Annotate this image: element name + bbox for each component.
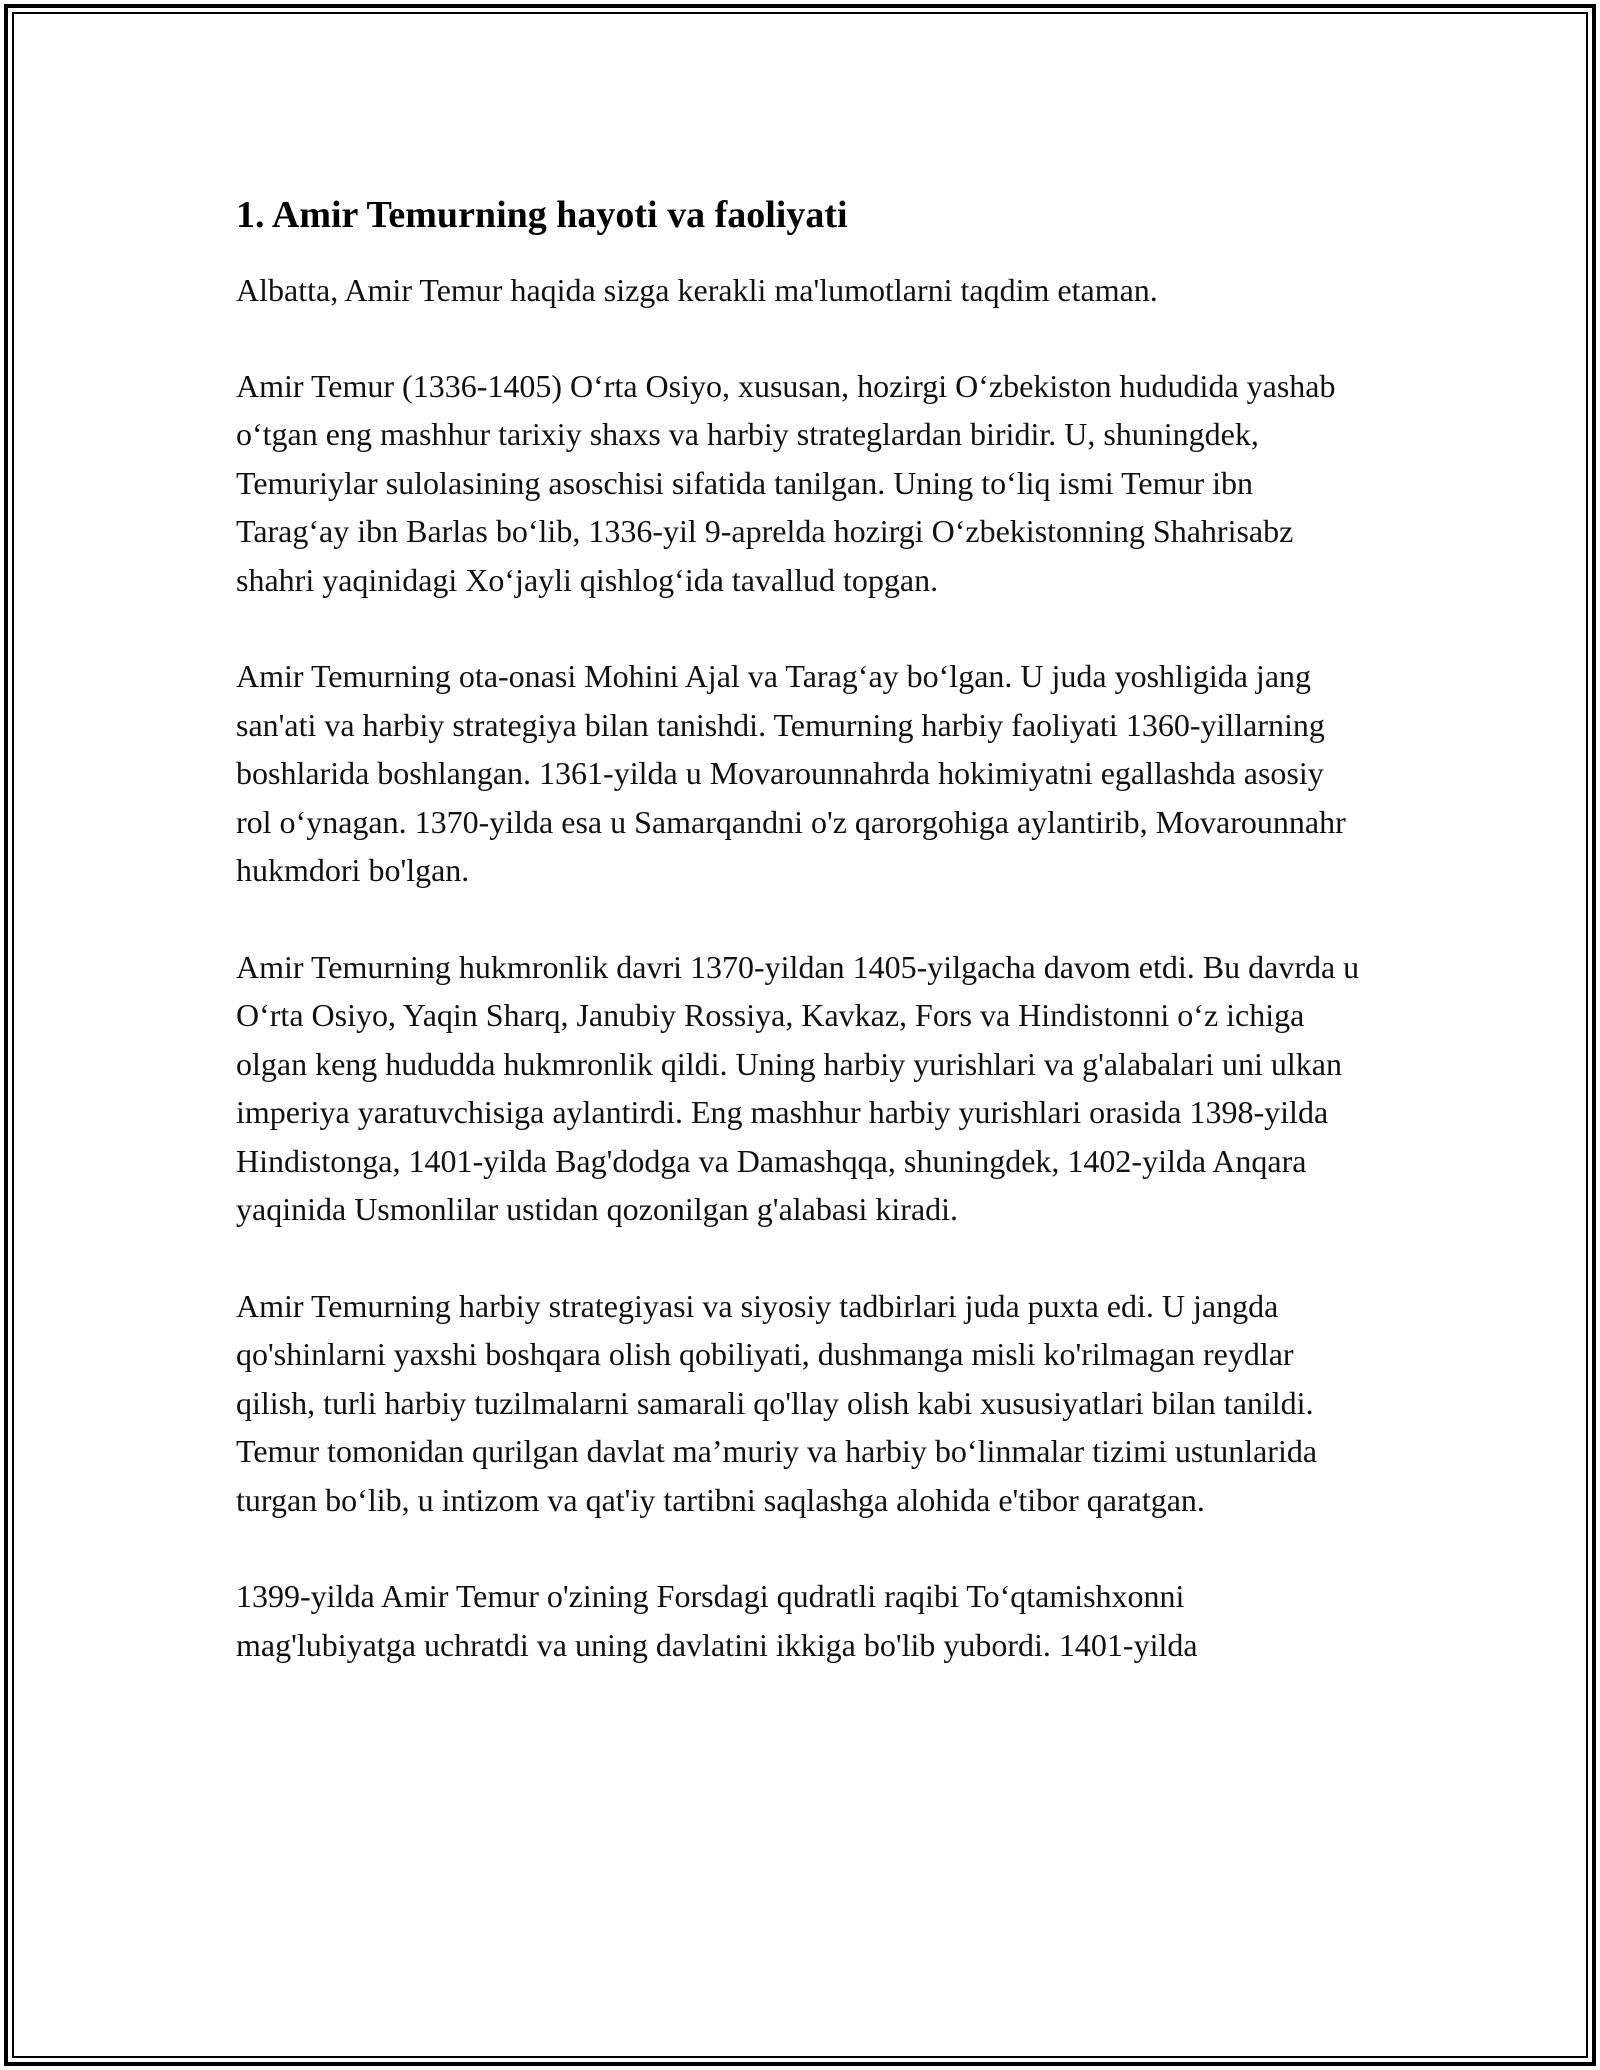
paragraph-early-career: Amir Temurning ota-onasi Mohini Ajal va Tarag‘ay bo‘lgan. U juda yoshligida jang san'ati va harbiy strategiya bilan tanishdi. Temurning harbiy faoliyati 1360-yillarning boshlarida boshlangan. 1361-yilda u Movarounnahrda hokimiyatni egallashda asosiy rol o‘ynagan. 1370-yilda esa u Samarqandni o'z qarorgohiga aylantirib, Movarounnahr hukmdori bo'lgan. — [236, 658, 1346, 888]
paragraph-birth: Amir Temur (1336-1405) O‘rta Osiyo, xususan, hozirgi O‘zbekiston hududida yashab o‘tgan eng mashhur tarixiy shaxs va harbiy strateglardan biridir. U, shuningdek, Temuriylar sulolasining asoschisi sifatida tanilgan. Uning to‘liq ismi Temur ibn Tarag‘ay ibn Barlas bo‘lib, 1336-yil 9-aprelda hozirgi O‘zbekistonning Shahrisabz shahri yaqinidagi Xo‘jayli qishlog‘ida tavallud topgan. — [236, 367, 1336, 598]
section-heading: 1. Amir Temurning hayoti va faoliyati — [236, 194, 848, 236]
paragraph-strategy: Amir Temurning harbiy strategiyasi va siyosiy tadbirlari juda puxta edi. U jangda qo'shinlarni yaxshi boshqara olish qobiliyati, dushmanga misli ko'rilmagan reydlar qilish, turli harbiy tuzilmalarni samarali qo'llay olish kabi xususiyatlari bilan tanildi. Temur tomonidan qurilgan davlat ma’muriy va harbiy bo‘linmalar tizimi ustunlarida turgan bo‘lib, u intizom va qat'iy tartibni saqlashga alohida e'tibor qaratgan. — [236, 1287, 1318, 1518]
paragraph-reign: Amir Temurning hukmronlik davri 1370-yildan 1405-yilgacha davom etdi. Bu davrda u O‘rta Osiyo, Yaqin Sharq, Janubiy Rossiya, Kavkaz, Fors va Hindistonni o‘z ichiga olgan keng hududda hukmronlik qildi. Uning harbiy yurishlari va g'alabalari uni ulkan imperiya yaratuvchisiga aylantirdi. Eng mashhur harbiy yurishlari orasida 1398-yilda Hindistonga, 1401-yilda Bag'dodga va Damashqqa, shuningdek, 1402-yilda Anqara yaqinida Usmonlilar ustidan qozonilgan g'alabasi kiradi. — [236, 948, 1360, 1227]
paragraph-intro: Albatta, Amir Temur haqida sizga kerakli ma'lumotlarni taqdim etaman. — [236, 272, 1158, 308]
paragraph-campaigns: 1399-yilda Amir Temur o'zining Forsdagi qudratli raqibi To‘qtamishxonni mag'lubiyatga uchratdi va uning davlatini ikkiga bo'lib yubordi. 1401-yilda — [236, 1578, 1198, 1663]
document-body — [236, 186, 1366, 1717]
